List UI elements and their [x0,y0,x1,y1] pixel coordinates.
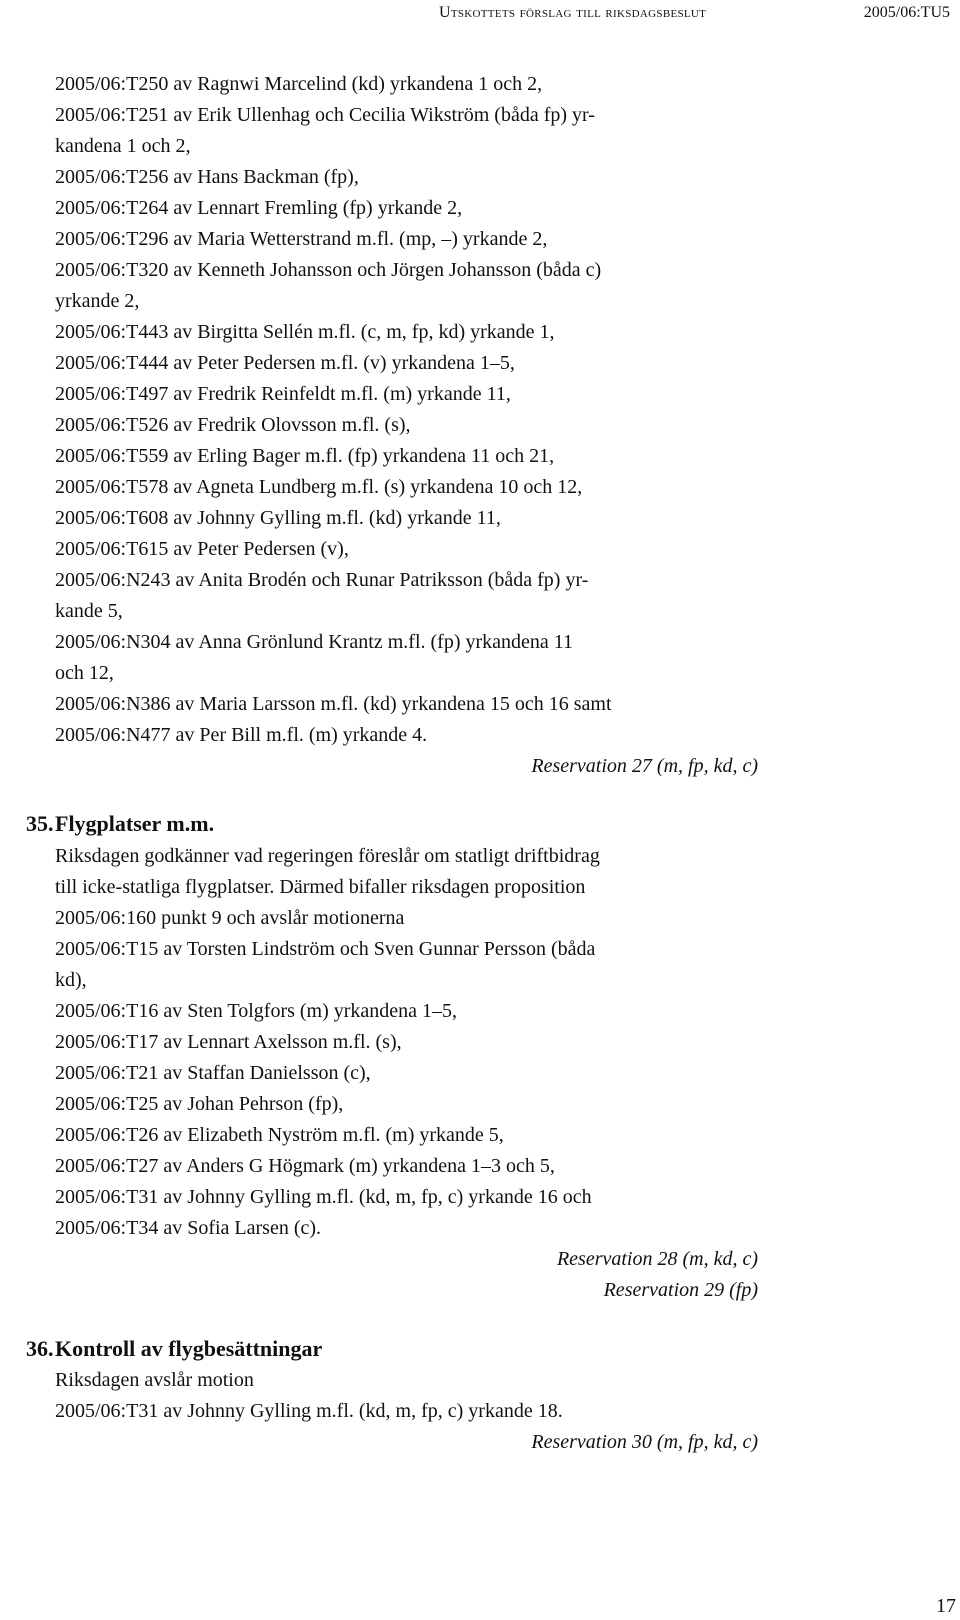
text-line: 2005/06:T443 av Birgitta Sellén m.fl. (c, m, fp, kd) yrkande 1, [55,321,555,343]
text-line: 2005/06:T17 av Lennart Axelsson m.fl. (s), [55,1031,402,1053]
text-line: 2005/06:T31 av Johnny Gylling m.fl. (kd, m, fp, c) yrkande 18. [55,1400,563,1422]
text-line: 2005/06:T320 av Kenneth Johansson och Jörgen Johansson (båda c) [55,259,602,281]
section-number: 36. [26,1336,54,1361]
text-line: 2005/06:T296 av Maria Wetterstrand m.fl. (mp, –) yrkande 2, [55,228,548,250]
text-line: 2005/06:T578 av Agneta Lundberg m.fl. (s) yrkandena 10 och 12, [55,476,583,498]
text-line: 2005/06:T444 av Peter Pedersen m.fl. (v) yrkandena 1–5, [55,352,515,374]
text-line: 2005/06:T31 av Johnny Gylling m.fl. (kd, m, fp, c) yrkande 16 och [55,1186,592,1208]
text-line: till icke-statliga flygplatser. Därmed bifaller riksdagen proposition [55,876,586,898]
text-line: och 12, [55,662,114,684]
text-line: 2005/06:T26 av Elizabeth Nyström m.fl. (m) yrkande 5, [55,1124,504,1146]
text-line: 2005/06:N477 av Per Bill m.fl. (m) yrkande 4. [55,724,428,746]
section-title: Kontroll av flygbesättningar [55,1336,323,1361]
text-line: 2005/06:160 punkt 9 och avslår motionerna [55,907,405,929]
text-line: 2005/06:T251 av Erik Ullenhag och Cecilia Wikström (båda fp) yr- [55,104,595,126]
text-line: 2005/06:T27 av Anders G Högmark (m) yrkandena 1–3 och 5, [55,1155,555,1177]
text-line: 2005/06:N304 av Anna Grönlund Krantz m.fl. (fp) yrkandena 11 [55,631,574,653]
text-line: 2005/06:N243 av Anita Brodén och Runar Patriksson (båda fp) yr- [55,569,589,591]
text-line: Riksdagen avslår motion [55,1369,254,1391]
reservation-note: Reservation 30 (m, fp, kd, c) [531,1431,758,1453]
text-line: yrkande 2, [55,290,140,312]
text-line: 2005/06:T264 av Lennart Fremling (fp) yrkande 2, [55,197,463,219]
text-line: kande 5, [55,600,123,622]
text-line: 2005/06:T21 av Staffan Danielsson (c), [55,1062,371,1084]
text-line: 2005/06:T34 av Sofia Larsen (c). [55,1217,322,1239]
text-line: 2005/06:T16 av Sten Tolgfors (m) yrkandena 1–5, [55,1000,458,1022]
page-number: 17 [936,1595,956,1617]
running-header-title: Utskottets förslag till riksdagsbeslut [439,4,707,21]
text-line: 2005/06:T559 av Erling Bager m.fl. (fp) yrkandena 11 och 21, [55,445,555,467]
text-line: 2005/06:N386 av Maria Larsson m.fl. (kd) yrkandena 15 och 16 samt [55,693,612,715]
running-header-code: 2005/06:TU5 [863,4,950,21]
text-line: 2005/06:T615 av Peter Pedersen (v), [55,538,349,560]
text-line: 2005/06:T256 av Hans Backman (fp), [55,166,359,188]
reservation-note: Reservation 27 (m, fp, kd, c) [531,755,758,777]
text-line: 2005/06:T608 av Johnny Gylling m.fl. (kd) yrkande 11, [55,507,501,529]
text-line: 2005/06:T25 av Johan Pehrson (fp), [55,1093,344,1115]
text-line: 2005/06:T15 av Torsten Lindström och Sven Gunnar Persson (båda [55,938,596,960]
text-line: kd), [55,969,87,991]
text-line: 2005/06:T526 av Fredrik Olovsson m.fl. (s), [55,414,411,436]
reservation-note: Reservation 28 (m, kd, c) [556,1248,758,1270]
text-line: 2005/06:T250 av Ragnwi Marcelind (kd) yrkandena 1 och 2, [55,73,543,95]
text-line: kandena 1 och 2, [55,135,191,157]
reservation-note: Reservation 29 (fp) [603,1279,758,1301]
section-title: Flygplatser m.m. [55,811,215,836]
text-line: 2005/06:T497 av Fredrik Reinfeldt m.fl. (m) yrkande 11, [55,383,511,405]
section-number: 35. [26,811,54,836]
text-line: Riksdagen godkänner vad regeringen föreslår om statligt driftbidrag [55,845,600,867]
